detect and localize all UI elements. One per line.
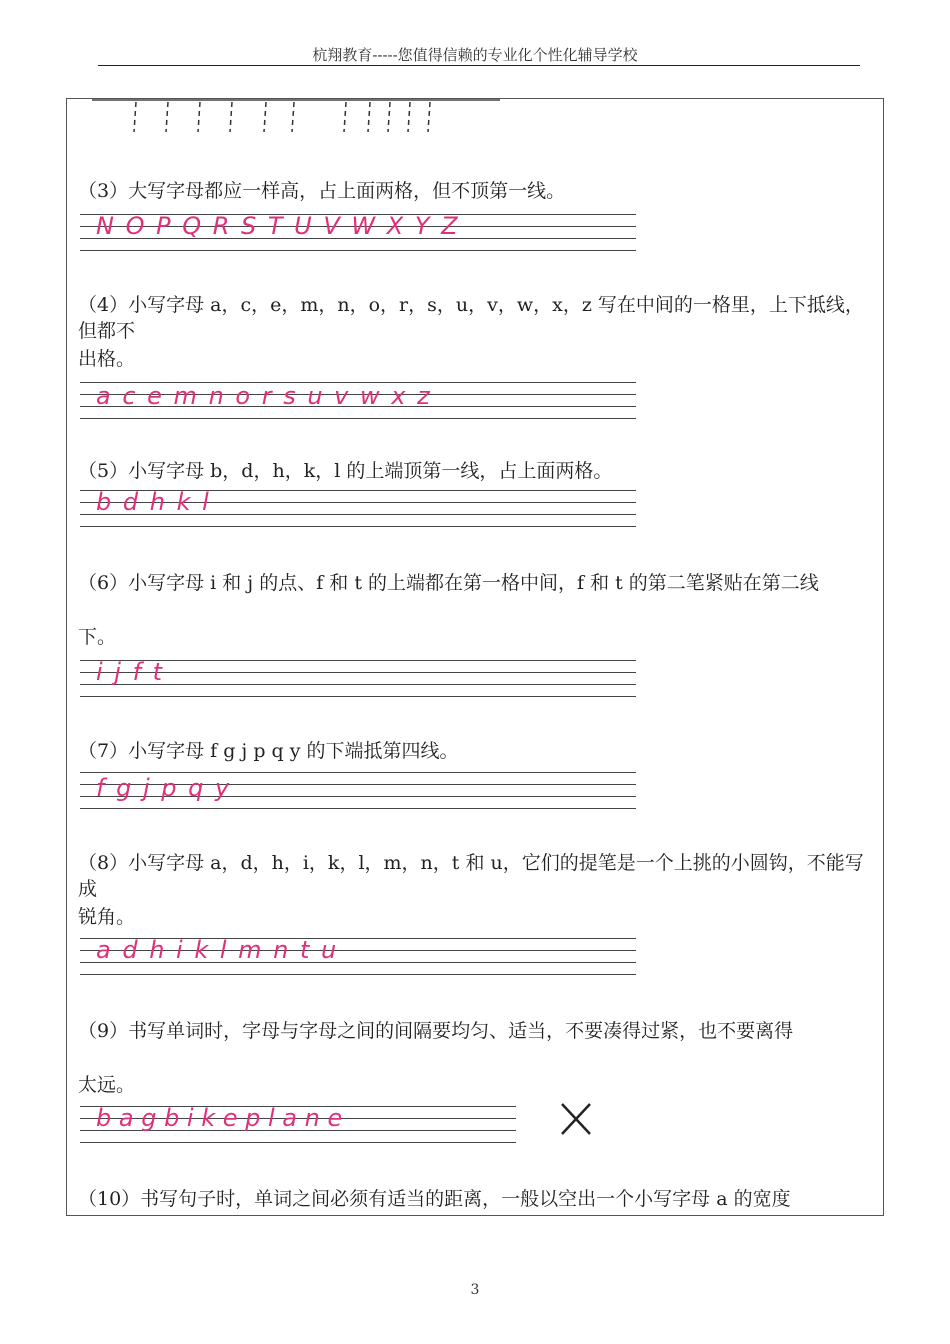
section-4-writing-lines: [80, 380, 636, 424]
page-number: 3: [470, 1282, 480, 1298]
wrong-mark-icon: [556, 1100, 596, 1140]
section-5-writing-lines: [80, 488, 636, 532]
section-7-writing-lines: [80, 770, 636, 814]
section-8-writing-lines: [80, 936, 636, 980]
section-8-text-line2: 锐角。: [78, 906, 136, 928]
section-6-sample-letters: i j f t: [96, 658, 165, 686]
section-3-sample-letters: N O P Q R S T U V W X Y Z: [96, 212, 460, 240]
section-3-text: （3）大写字母都应一样高，占上面两格，但不顶第一线。: [78, 180, 566, 202]
content-frame: [66, 98, 884, 1216]
section-6-writing-lines: [80, 658, 636, 702]
section-7-text: （7）小写字母 f g j p q y 的下端抵第四线。: [78, 740, 459, 762]
section-8-sample-letters: a d h i k l m n t u: [96, 936, 339, 964]
section-7-sample-letters: f g j p q y: [96, 774, 232, 802]
writing-grid-fragment: [80, 98, 540, 138]
page-header: 杭翔教育-----您值得信赖的专业化个性化辅导学校: [312, 46, 638, 64]
section-3-writing-lines: [80, 212, 636, 256]
section-9-sample-words: b a g b i k e p l a n e: [96, 1104, 343, 1132]
section-9-text-line2: 太远。: [78, 1074, 136, 1096]
section-4-sample-letters: a c e m n o r s u v w x z: [96, 382, 432, 410]
section-4-text-line1: （4）小写字母 a，c，e，m，n，o，r，s，u，v，w，x，z 写在中间的一格里，上下抵线，但都不: [78, 294, 864, 342]
section-10-text: （10）书写句子时，单词之间必须有适当的距离，一般以空出一个小写字母 a 的宽度: [78, 1188, 791, 1210]
section-4-text-line2: 出格。: [78, 348, 136, 370]
section-5-sample-letters: b d h k l: [96, 488, 211, 516]
section-9-writing-lines: [80, 1104, 516, 1148]
section-9-text-line1: （9）书写单词时，字母与字母之间的间隔要均匀、适当，不要凑得过紧，也不要离得: [78, 1020, 794, 1042]
section-6-text-line2: 下。: [78, 626, 117, 648]
section-5-text: （5）小写字母 b，d，h，k，l 的上端顶第一线，占上面两格。: [78, 460, 613, 482]
section-6-text-line1: （6）小写字母 i 和 j 的点、f 和 t 的上端都在第一格中间，f 和 t 的第二笔紧贴在第二线: [78, 572, 819, 594]
header-divider: [98, 65, 860, 66]
section-8-text-line1: （8）小写字母 a，d，h，i，k，l，m，n，t 和 u，它们的提笔是一个上挑的小圆钩，不能写成: [78, 852, 864, 900]
